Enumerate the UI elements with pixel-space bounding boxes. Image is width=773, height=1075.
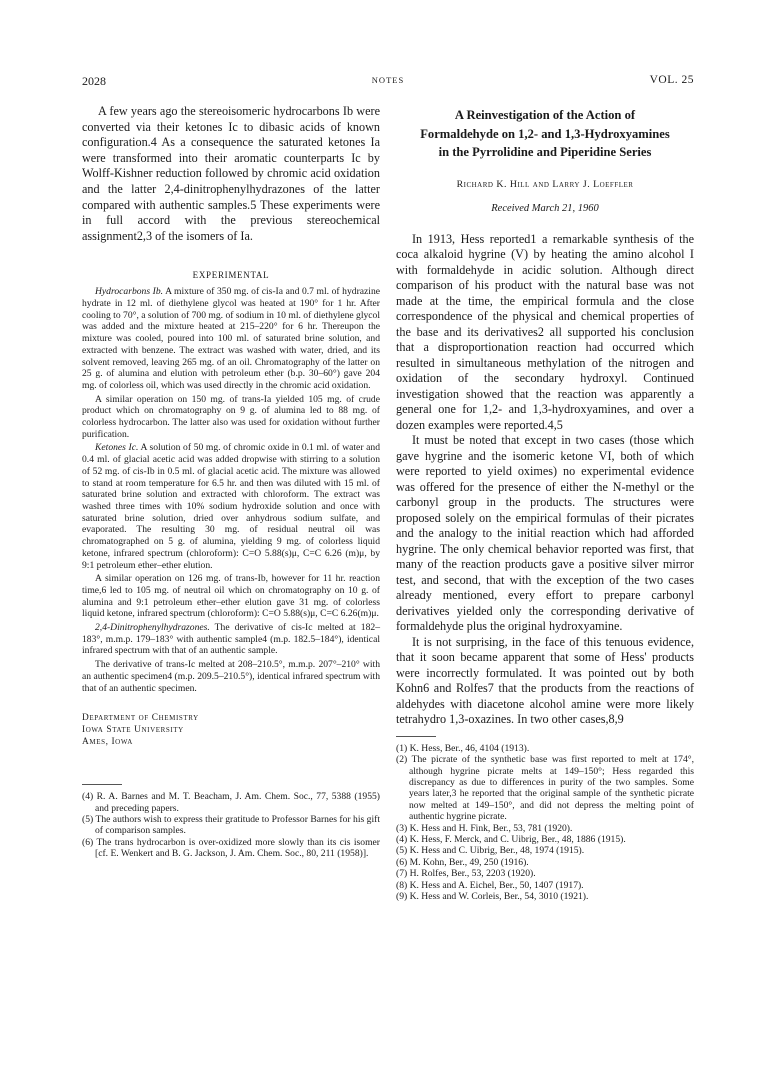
address-line: Department of Chemistry (82, 713, 199, 724)
experimental-paragraph: The derivative of trans-Ic melted at 208–210.5°, m.m.p. 207°–210° with an authentic specimen4 (m.p. 209.5–210.5°), identical infrared spectrum with that of an authentic specimen. (82, 659, 380, 694)
right-footnotes (396, 743, 694, 903)
article-title (396, 106, 694, 162)
body-paragraph: It is not surprising, in the face of this tenuous evidence, that it soon became apparent that some of Hess' products were incorrectly formulated. It was pointed out by both Kohn6 and Rolfes7 that the products from the reactions of aldehydes with diacetone alcohol amine were more likely tetrahydro 1,3-oxazines. In two other cases,8,9 (396, 634, 694, 727)
experimental-paragraph: Hydrocarbons Ib. A mixture of 350 mg. of cis-Ia and 0.7 ml. of hydrazine hydrate in 12 ml. of diethylene glycol was heated at 190° for 1 hr. After cooling to 70°, a solution of 700 mg. of sodium in 10 ml. of diethylene glycol was added and the mixture heated at 215–220° for 6 hr. Thereupon the mixture was cooled, poured into 100 ml. of saturated brine solution, and extracted with benzene. The extract was washed with water, dried, and its solvent removed, leaving 265 mg. of an oil. Chromatography of the latter on 25 g. of alumina and elution with petroleum ether (b.p. 30–60°) gave 204 mg. of colorless oil, which was used directly in the chromic acid oxidation. (82, 286, 381, 391)
title-line: Formaldehyde on 1,2- and 1,3-Hydroxyamines (420, 126, 670, 141)
experimental-paragraph: Ketones Ic. A solution of 50 mg. of chromic oxide in 0.1 ml. of water and 0.4 ml. of glacial acetic acid was added dropwise with stirring to a solution of 52 mg. of cis-Ib in 0.5 ml. of glacial acetic acid. The mixture was allowed to stand at room temperature for 6.5 hr. and then was diluted with 15 ml. of saturated brine solution and extracted with chloroform. The extract was washed three times with 10% sodium hydroxide solution and once with saturated brine solution, dried over anhydrous sodium sulfate, and evaporated. The resulting 30 mg. of residual neutral oil was chromatographed on 5 g. of alumina, yielding 9 mg. of colorless liquid ketone, infrared spectrum (chloroform): C=O 5.88(s)μ, C=C 6.26 (m)μ, by 9:1 petroleum ether–ether elution. (82, 442, 380, 571)
body-paragraph: In 1913, Hess reported1 a remarkable synthesis of the coca alkaloid hygrine (V) by heating the amino alcohol I with formaldehyde in acidic solution. Although direct comparison of his product with the natural base was not made at the time, the empirical formula and the close correspondence of the physical and chemical properties of the base and its derivatives2 all supported his conclusion that a disproportionation reaction had occurred which resulted in simultaneous methylation of the nitrogen and oxidation of the secondary hydroxyl. Continued investigation showed that the reaction was apparently a general one for 1,2- and 1,3-hydroxyamines, and over a dozen examples were reported.4,5 (396, 231, 694, 432)
footnote: (6) M. Kohn, Ber., 49, 250 (1916). (396, 856, 529, 868)
footnote: (1) K. Hess, Ber., 46, 4104 (1913). (396, 742, 530, 754)
body-paragraph: It must be noted that except in two cases (those which gave hygrine and the isomeric ketone VI, both of which were reported to yield oximes) no experimental evidence was offered for the presence of either the N-methyl or the carbonyl group in the products. The structures were proposed solely on the empirical formulas of their picrates and the analogy to the initial reaction which had afforded hygrine. The only chemical behavior reported was first, that many of the reaction products gave a positive silver mirror test, and second, that with the exception of the two cases already mentioned, every effort to prepare carbonyl derivatives yielded only the corresponding derivative of formaldehyde plus the original hydroxyamine. (396, 433, 694, 634)
title-line: A Reinvestigation of the Action of (454, 108, 636, 122)
experimental-paragraph: A similar operation on 126 mg. of trans-Ib, however for 11 hr. reaction time,6 led to 105 mg. of neutral oil which on chromatography on 10 g. of alumina and 9:1 petroleum ether–ether elution gave 31 mg. of colorless liquid ketone, infrared spectrum (chloroform): C=O 5.88(s)μ, C=C 6.26(m)μ. (82, 573, 380, 620)
address-line: Ames, Iowa (82, 737, 133, 748)
experimental-heading: EXPERIMENTAL (192, 270, 270, 281)
article-body (396, 232, 694, 728)
footnote: (8) K. Hess and A. Eichel, Ber., 50, 1407 (1917). (396, 879, 584, 891)
page-number: 2028 (82, 74, 106, 88)
author-address (82, 712, 380, 748)
footnote: (3) K. Hess and H. Fink, Ber., 53, 781 (1920). (396, 822, 573, 834)
journal-section: NOTES (371, 75, 405, 85)
footnote-divider (82, 784, 122, 785)
footnote: (2) The picrate of the synthetic base was first reported to melt at 174°, although hygrine picrate melts at 149–150°; Hess regarded this discrepancy as due to differences in purity of the two samples. Some years later,3 he reported that the original sample of the synthetic picrate now melted at 149–150°, and did not depress the melting point of authentic hygrine picrate. (396, 754, 694, 823)
left-column (82, 104, 380, 860)
running-header (82, 74, 694, 88)
received-date: Received March 21, 1960 (491, 202, 599, 214)
footnote: (5) The authors wish to express their gratitude to Professor Barnes for his gift of comparison samples. (82, 814, 380, 837)
footnote: (6) The trans hydrocarbon is over-oxidized more slowly than its cis isomer [cf. E. Wenkert and B. G. Jackson, J. Am. Chem. Soc., 80, 211 (1958)]. (82, 836, 380, 860)
intro-paragraph: A few years ago the stereoisomeric hydrocarbons Ib were converted via their ketones Ic to dibasic acids of known configuration.4 As a consequence the saturated ketones Ia were transformed into their aromatic counterparts Ic by Wolff-Kishner reduction followed by chromic acid oxidation and the latter 2,4-dinitrophenylhydrazones of the latter compared with authentic samples.5 These experiments were in full accord with the previous stereochemical assignment2,3 of the isomers of Ia. (82, 104, 380, 243)
title-line: in the Pyrrolidine and Piperidine Series (438, 145, 652, 160)
footnote: (4) K. Hess, F. Merck, and C. Uibrig, Ber., 48, 1886 (1915). (396, 834, 626, 846)
footnote: (9) K. Hess and W. Corleis, Ber., 54, 3010 (1921). (396, 891, 589, 903)
right-column (396, 104, 694, 902)
footnote-divider (396, 736, 436, 737)
footnote: (4) R. A. Barnes and M. T. Beacham, J. Am. Chem. Soc., 77, 5388 (1955) and preceding papers. (82, 791, 380, 814)
left-footnotes (82, 791, 380, 859)
experimental-paragraph: 2,4-Dinitrophenylhydrazones. The derivative of cis-Ic melted at 182–183°, m.m.p. 179–183° with authentic sample4 (m.p. 182.5–184°), identical infrared spectrum with that of an authentic sample. (82, 622, 380, 657)
experimental-paragraph: A similar operation on 150 mg. of trans-Ia yielded 105 mg. of crude product which on chromatography on 9 g. of alumina led to 88 mg. of colorless hydrocarbon. The latter also was used for oxidation without further purification. (82, 393, 380, 440)
footnote: (7) H. Rolfes, Ber., 53, 2203 (1920). (396, 868, 536, 880)
volume-label: VOL. 25 (649, 74, 694, 86)
article-authors: Richard K. Hill and Larry J. Loeffler (456, 178, 634, 190)
footnote: (5) K. Hess and C. Uibrig, Ber., 48, 1974 (1915). (396, 845, 585, 857)
address-line: Iowa State University (82, 725, 184, 736)
